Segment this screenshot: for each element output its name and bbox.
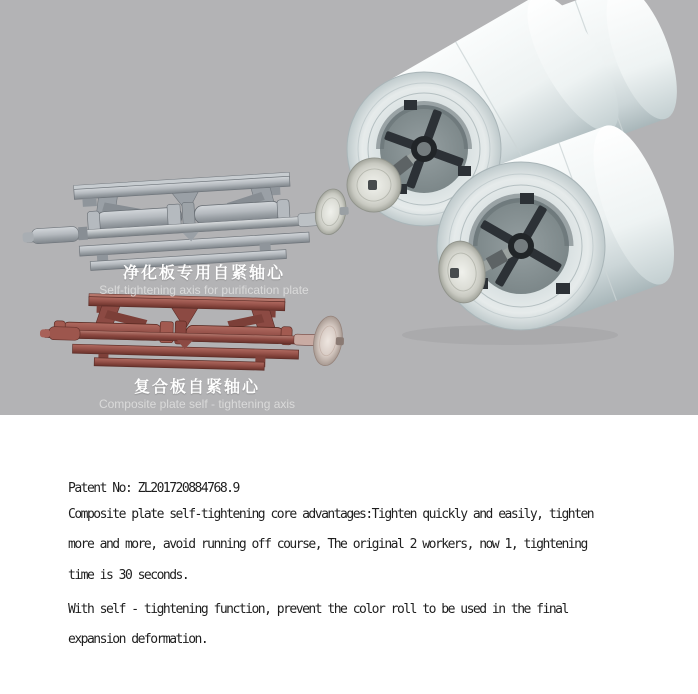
caption-chinese: 净化板专用自紧轴心 — [122, 263, 285, 282]
description-line: expansion deformation. — [68, 632, 208, 647]
description-line: time is 30 seconds. — [68, 568, 189, 583]
purification-axis-photo — [20, 169, 354, 275]
patent-number: Patent No: ZL201720884768.9 — [68, 481, 239, 496]
caption-english: Composite plate self - tightening axis — [98, 397, 296, 412]
purification-axis-caption — [54, 264, 354, 298]
caption-chinese: 复合板自紧轴心 — [133, 377, 260, 396]
composite-axis-photo — [39, 292, 346, 372]
description-line: With self - tightening function, prevent the color roll to be used in the final — [68, 602, 568, 617]
caption-english: Self-tightening axis for purification plate — [99, 283, 309, 298]
description-line: Composite plate self-tightening core advantages:Tighten quickly and easily, tighten — [68, 507, 594, 522]
composite-axis-caption — [47, 378, 347, 412]
description-line: more and more, avoid running off course, The original 2 workers, now 1, tightening — [68, 537, 587, 552]
